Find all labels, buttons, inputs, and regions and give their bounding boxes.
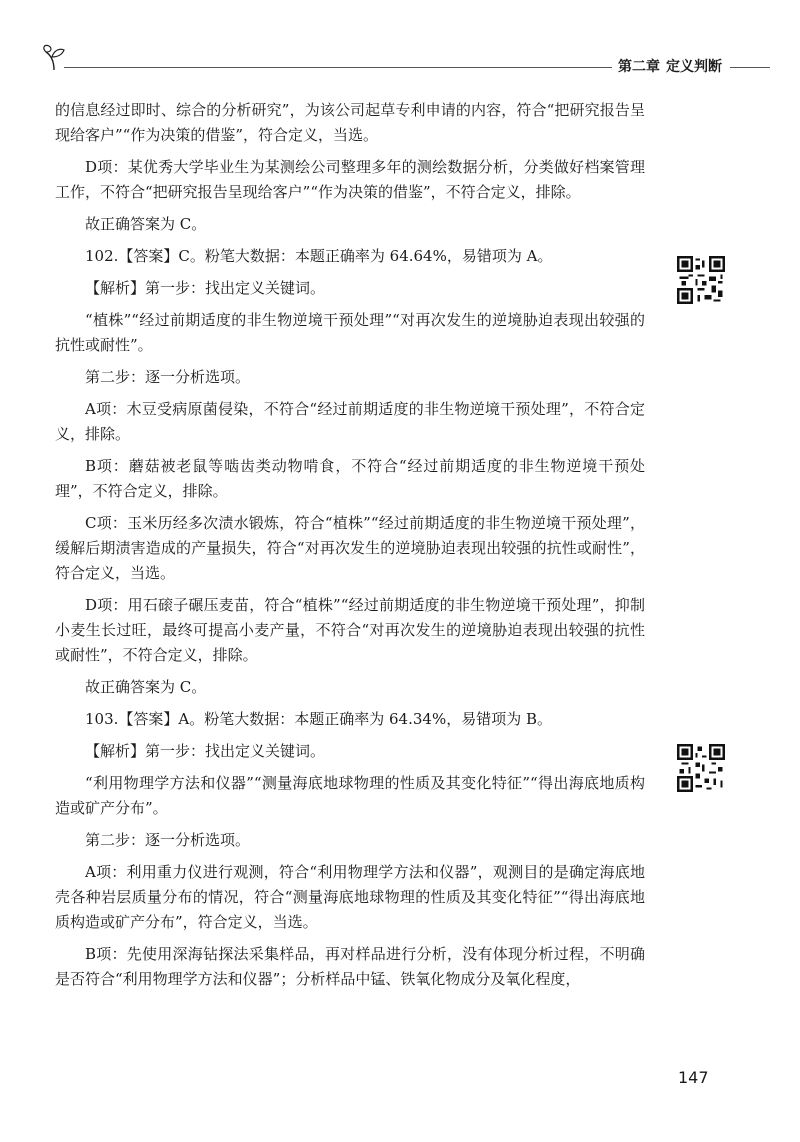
- header-rule: [64, 67, 612, 68]
- answer-line: 102.【答案】C。粉笔大数据：本题正确率为 64.64%，易错项为 A。: [85, 247, 553, 265]
- paragraph: 【解析】第一步：找出定义关键词。: [85, 279, 326, 297]
- running-header: [40, 42, 760, 76]
- answer-line: 103.【答案】A。粉笔大数据：本题正确率为 64.34%，易错项为 B。: [85, 710, 552, 728]
- paragraph: 第二步：逐一分析选项。: [85, 368, 251, 386]
- header-rule: [730, 67, 770, 68]
- qr-code-icon: [677, 256, 725, 304]
- qr-code-icon: [677, 744, 725, 792]
- page-body: [55, 98, 645, 999]
- paragraph: D项：某优秀大学毕业生为某测绘公司整理多年的测绘数据分析，分类做好档案管理工作，不符合“把研究报告呈现给客户”“作为决策的借鉴”，不符合定义，排除。: [55, 158, 645, 201]
- paragraph: D项：用石磙子碾压麦苗，符合“植株”“经过前期适度的非生物逆境干预处理”，抑制小麦生长过旺，最终可提高小麦产量，不符合“对再次发生的逆境胁迫表现出较强的抗性或耐性”，不符合定义，排除。: [55, 596, 645, 664]
- paragraph: B项：先使用深海钻探法采集样品，再对样品进行分析，没有体现分析过程，不明确是否符合“利用物理学方法和仪器”；分析样品中锰、铁氧化物成分及氧化程度，: [55, 945, 645, 988]
- paragraph: “利用物理学方法和仪器”“测量海底地球物理的性质及其变化特征”“得出海底地质构造或矿产分布”。: [55, 774, 645, 817]
- paragraph: C项：玉米历经多次渍水锻炼，符合“植株”“经过前期适度的非生物逆境干预处理”，缓解后期渍害造成的产量损失，符合“对再次发生的逆境胁迫表现出较强的抗性或耐性”，符合定义，当选。: [55, 514, 645, 582]
- question-number: 102.: [85, 247, 119, 265]
- paragraph: 的信息经过即时、综合的分析研究”，为该公司起草专利申请的内容，符合“把研究报告呈现给客户”“作为决策的借鉴”，符合定义，当选。: [55, 101, 645, 144]
- paragraph: 【解析】第一步：找出定义关键词。: [85, 742, 326, 760]
- paragraph: B项：蘑菇被老鼠等啮齿类动物啃食，不符合“经过前期适度的非生物逆境干预处理”，不符合定义，排除。: [55, 457, 645, 500]
- paragraph: 第二步：逐一分析选项。: [85, 831, 251, 849]
- paragraph: 故正确答案为 C。: [85, 678, 207, 696]
- paragraph: A项：利用重力仪进行观测，符合“利用物理学方法和仪器”，观测目的是确定海底地壳各种岩层质量分布的情况，符合“测量海底地球物理的性质及其变化特征”“得出海底地质构造或矿产分布”，符合定义，当选。: [55, 863, 645, 931]
- section-label: 定义判断: [666, 59, 722, 75]
- paragraph: 故正确答案为 C。: [85, 215, 207, 233]
- paragraph: “植株”“经过前期适度的非生物逆境干预处理”“对再次发生的逆境胁迫表现出较强的抗性或耐性”。: [55, 311, 645, 354]
- page-number: 147: [678, 1068, 709, 1087]
- chapter-label: 第二章: [618, 59, 660, 75]
- paragraph: A项：木豆受病原菌侵染，不符合“经过前期适度的非生物逆境干预处理”，不符合定义，排除。: [55, 400, 645, 443]
- question-number: 103.: [85, 710, 119, 728]
